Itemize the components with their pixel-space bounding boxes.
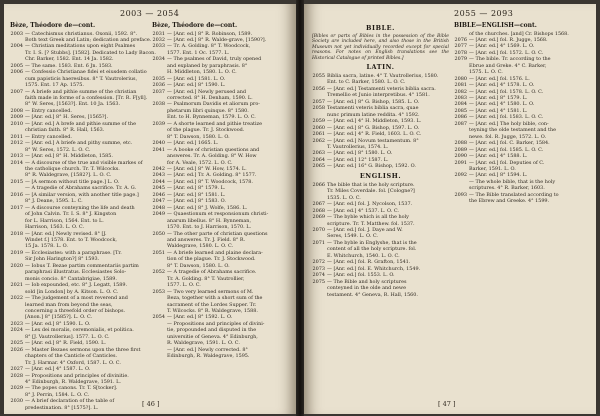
entry-text: and explaned by paraphrasis. 8° [167,62,248,69]
entry-number: 2029 [10,385,23,392]
catalogue-entry [10,405,147,411]
entry-text: — A booke of christian questions and [167,146,260,153]
entry-text: Seres, 1549. L. O. C. [327,233,378,240]
entry-text: — [Anr. ed.] fol. 1583. L. O. C. [469,114,544,121]
entry-number: 2077 [454,43,467,50]
entry-number [454,198,469,204]
entry-number: 2072 [312,259,325,266]
entry-number: 2090 [454,153,467,160]
entry-text: Tr. A. Golding. 8° T. Vautrollier, [167,275,245,282]
entry-text: Sir John Harington?] 8° 1593. [25,256,100,263]
entry-text: — [Anr. ed.] 8° 1590. L. O. [25,320,91,327]
entry-text: 1570. Ent. to J. Harrison, 1570. L. [167,224,251,231]
entry-text: — [Anr. ed.] fol. 1576. L. [469,75,530,82]
entry-text: — [Anr. ed.] 4° 1578. L. O. [469,82,535,89]
entry-text: sold [in London] by A. Kitson. L. O. C. [25,288,119,295]
section-title: BIBLE. [366,24,395,32]
entry-text: Ent. to C. Barker, 1580. L. O. C. [327,79,406,86]
entry-text: — [Anr. ed.] 4° H. Middleton, 1593. L. [327,118,422,125]
entry-text: sacrament of the Lordes Supper. Tr. [167,301,257,308]
entry-number: 2062 [312,137,325,144]
entry-text: scriptures. 4° R. Barker, 1603. [469,185,545,192]
entry-text: — Two very learned sermons of M. [167,288,254,295]
entry-number: 2033 [152,43,165,50]
entry-number: 2034 [152,56,165,63]
entry-number: 2059 [312,118,325,125]
entry-text: Biblia sacra, latine. 4° T. Vautrollerius, 1580. [327,73,439,80]
entry-text: — [Anr. ed.] 8° R. Field, 1590. L. [25,340,106,347]
entry-number: 2019 [10,249,23,256]
entry-text: — [Anr. ed.] Testamenti veteris biblia sacra. [327,85,436,92]
column-heading: Bèze, Théodore de—cont. [10,22,96,29]
left-column-2 [152,22,289,392]
entry-number: 2089 [454,146,467,153]
entry-number: 2087 [454,120,467,127]
entry-text: — Propositions and principles of divinitie. [25,372,129,379]
entry-number: 2007 [10,88,23,95]
entry-text: — Entry cancelled. [25,133,72,140]
catalogue-entry [454,198,591,204]
entry-text: [Anon.] 8° [1585?]. L. O. C. [25,314,93,321]
entry-text: — [Anr. ed.] 8° G. Bishop, 1597. L. O. [327,124,420,131]
entry-text: — [Anr. ed.] fol. J. Nycolson, 1537. [327,201,413,208]
entry-number: 2082 [454,88,467,95]
entry-text: — [Anr. ed.] 16° G. Bishop, 1592. O. [327,163,416,170]
entry-text: T. Vautrollerius, 1574. L. [327,144,389,151]
entry-number: 2011 [10,133,23,140]
entry-text: — The whole bible, that is the holy [469,178,556,185]
entry-text: — The judgement of a most reverend and [25,295,128,302]
entry-number: 2067 [312,201,325,208]
entry-text: — The bible. Tr. according to the [469,56,551,63]
left-running-head: 2003 — 2054 [120,9,180,18]
entry-number: 2027 [10,366,23,373]
entry-text: — The Bible and holy scriptures [327,278,407,285]
entry-text: conteyned in the olde and newe [327,285,406,292]
entry-text: — Entry cancelled. [25,107,72,114]
entry-text: — [Anr. ed.] 8° H. Middleton, 1585. [25,153,113,160]
entry-text: for L. Harrison, 1564. Ent. to L. [25,217,104,224]
entry-text: — Master Bezaes sermons upon the three first [25,346,141,353]
entry-text: — A tragedie of Abrahams sacrifice. Tr. A. G. [25,185,137,192]
entry-number: 2070 [312,227,325,233]
entry-text: — [Anr. ed.] 1581. L. O. [167,75,226,82]
right-folio: [ 47 ] [438,400,456,408]
entry-text: 8° R. Waldegrave, [1582?]. L. O. C. [25,172,112,179]
entry-text: scripture. Tr. T. Matthew. fol. 1537. [327,220,415,227]
entry-number: 2055 [312,73,325,80]
entry-text: — Christian meditations upon eight Psalmes [25,43,136,50]
entry-number: 2093 [454,191,467,198]
entry-text: 8° T. Dawson, 1580. L. O. [167,262,230,269]
entry-text: predestination. 8° [1575?]. L. [25,404,99,411]
entry-text: — A briefe learned and plaine declara- [167,249,263,256]
entry-number: 2012 [10,140,23,147]
entry-text: 1575. Ent. 17 Ap. 1575. [25,82,84,89]
entry-text: — [Anr. ed.] fol. J. Daye and W. [327,227,403,233]
entry-text: — [Anr. ed.] Novum testamentum. 8° [327,137,419,144]
entry-number: 2030 [10,398,23,405]
entry-text: — Catechismus christianus. Oxonii, 1592. 8°. [25,30,138,37]
right-column-1 [312,22,449,392]
entry-number: 2046 [152,191,165,198]
entry-text: — [Anr. ed.] 8° 1579. L. [167,185,226,192]
entry-text: — Confessio Christianae fidei et eiusdem collatio [25,69,147,76]
book-gutter [296,0,304,416]
entry-text: — [Anr. ed.] 8° 1583. O. [167,198,226,205]
entry-text: — The byble which is all the holy [327,214,409,221]
entry-text: cum papisticis haeresibus. 8° T. Vautrolerius, [25,75,138,82]
catalogue-entry [312,163,449,169]
entry-number: 2078 [454,49,467,56]
entry-text: — [Anr. ed.] fol. 1578. L. O. C. [469,88,544,95]
entry-text: — Lex dei moralis, ceremonialis, et politica. [25,327,134,334]
entry-text: — [Anr. ed.] fol. E. Whitchurch, 1549. [327,265,421,272]
entry-text: Edinburgh, R. Waldegrave, 1595. [167,353,250,360]
entry-text: — Tr. A. Golding. 8° T. Woodcock, [167,43,251,50]
entry-number: 2037 [152,88,165,95]
entry-number: 2057 [312,98,325,105]
entry-text: Testamenti veteris biblia sacra, quae [327,105,419,112]
entry-text: the Ebrew and Greeke. 4° 1599. [469,198,550,205]
entry-text: — Ecclesiastes: with a paraphrase. [Tr. [25,249,122,256]
entry-number: 2043 [152,172,165,179]
entry-text: Barker, 1591. L. O. [469,166,516,173]
entry-text: of John Calvin. Tr. I. S. 8° J. Kingston [25,211,117,218]
entry-number: 2004 [10,43,23,50]
entry-number: 2024 [10,327,23,334]
entry-number: 2075 [312,278,325,285]
entry-number: 2085 [454,107,467,114]
entry-text: — The Bible translated according to [469,191,559,198]
entry-number: 2010 [10,120,23,127]
entry-text: — A discourse of the true and visible markes of [25,159,143,166]
entry-text: — [Anr. ed.] The holy bible, con- [469,120,549,127]
entry-number: 2014 [10,159,23,166]
entry-text: Chr. Barker, 1582. Ent. 14 Ja. 1582. [25,56,114,63]
entry-text: T. Wilcocks. 8° R. Waldegrave, 1588. [167,307,258,314]
entry-text: — [Anr. ed.] A brefe and pithie summe of the [25,120,136,127]
entry-number: 2031 [152,30,165,37]
entry-number: 2091 [454,159,467,166]
entry-number: 2079 [454,56,467,63]
entry-text: — [Anr. ed.] 8° 1594. L. [469,172,528,179]
entry-text: The bible that is the holy scripture. [327,181,415,188]
entry-number: 2009 [10,114,23,121]
entry-text: learned man from beyond the seas, [25,301,113,308]
entry-number: 2065 [312,163,325,170]
entry-text: — [Anr. ed.] fol. 1585. L. O. C. [469,146,544,153]
entry-number: 2039 [152,120,165,127]
entry-text: — [Anr. ed.] 4° 1587. L. O. [25,366,91,373]
entry-text: — [Anr. ed.] fol. C. Barker, 1584. [469,140,550,147]
entry-text: 8° [J. Vautrollerius]. 1577. L. O. C. [25,333,110,340]
entry-text: 8° W. Seres, 1572. L. O. C. [25,146,91,153]
entry-number: 2084 [454,101,467,108]
entry-number: 2083 [454,95,467,102]
entry-text: Both text Greek and Latin; dedication and preface. [25,36,152,43]
entry-text: — [Anr. ed.] 4° 1569. L. O. [469,43,535,50]
entry-text: — The psalmes of David, truly opened [167,56,262,63]
entry-number: 2028 [10,372,23,379]
entry-text: 8° W. Seres, [1563?]. Ent. 10 Ja. 1563. [25,101,121,108]
entry-text: — [Anr. ed.] A briefe and pithy summe, etc. [25,140,133,147]
entry-number: 2026 [10,346,23,353]
entry-number: 2036 [152,82,165,89]
entry-text: paraphrasi illustratus. Ecclesiastes Solo- [25,269,127,276]
entry-number: 2020 [10,262,23,269]
entry-text: Tr. Miles Coverdale. fol. [Cologne?] [327,188,415,195]
entry-text: of the plague. Tr. J. Stockwood. [167,127,245,134]
entry-text: — Iob expounded, etc. 8° J. Legatt, 1589. [25,282,128,289]
entry-text: — [Anr. ed.] 8° H. Seres, [1565?]. [25,114,109,121]
right-page [304,4,596,414]
entry-number: 2008 [10,107,23,114]
entry-number: 2021 [10,282,23,289]
entry-text: 4° Edinburgh, R. Waldegrave, 1591. L. [25,378,121,385]
entry-text: monis concio. 8° Cantabrigiae, 1589. [25,275,117,282]
entry-number: 2066 [312,181,325,188]
entry-text: Ebrue and Greke. 4° C. Barker, [469,62,547,69]
catalogue-entry [152,353,289,359]
entry-number: 2005 [10,62,23,69]
entry-text: — [Anr. ed.] Tr. A. Golding. 8° 1577. [167,172,257,179]
entry-number: 2041 [152,146,165,153]
entry-number: 2050 [152,230,165,237]
entry-number: 2071 [312,239,325,246]
entry-text: — Quaestionum et responsionum christi- [167,211,269,218]
entry-text: Tr. I. S. [? Stubbs]. [1582]. Dedicated to Lady Bacon. [25,49,156,56]
entry-text: — [Anr. ed.] 8° J. Wolfe, 1586. L. [167,204,248,211]
entry-text: phetarum libri quinque. 8° 1580. [167,107,249,114]
entry-text: Tr. J. Harmar. 4° Oxford, 1587. L. O. C. [25,359,121,366]
entry-text: — [Anr. ed.] fol. Deputies of C. [469,159,545,166]
entry-text: the catholique church. Tr. T. Wilcocks. [25,166,120,173]
entry-text: — A tragedie of Abrahams sacrifice. [167,269,257,276]
entry-number: 2061 [312,131,325,138]
entry-text: — [Anr. ed.] 8° T. Woodcock, 1578. [167,178,253,185]
entry-text: — [Anr. ed.] Newly revised. 8° [J. [25,230,107,237]
entry-text: chapters of the Canticle of Canticles. [25,353,118,360]
entry-text: Waldegrave, 1580. L. O. C. [167,243,234,250]
entry-text: — [A sermon without title page.] L. O. [25,178,120,185]
entry-number: 2058 [312,105,325,112]
entry-number: 2056 [312,85,325,92]
entry-number: 2049 [152,211,165,218]
entry-number: 2023 [10,320,23,327]
entry-text: christian faith. 8° R. Hall, 1563. [25,127,105,134]
entry-number: 2069 [312,214,325,221]
entry-text: faith made in forme of a confession. [Tr. R. F[yll]. [25,95,148,102]
entry-number: 2051 [152,249,165,256]
entry-text: Ent. to H. Bynneman, 1579. L. O. C. [167,114,256,121]
entry-text: — [Anr. ed.] fol. R. Jugge, 1568. [469,36,548,43]
entry-text: teyning the olde testament and the [469,127,557,134]
entry-number: 2045 [152,185,165,192]
entry-number: 2086 [454,114,467,121]
entry-text: — A brief declaration of the table of [25,398,115,405]
entry-text: — [Anr. ed.] 12° 1587. L. [327,156,389,163]
entry-text: for A. Veale, 1572. L. O. C. [167,159,233,166]
subhead-english: ENGLISH. [359,171,402,180]
entry-text: — A shorte learned and pithie treatize [167,120,263,127]
entry-number: 2073 [312,265,325,272]
entry-text: 15 Ja. 1578. L. O. [25,243,68,250]
entry-number: 2016 [10,191,23,198]
entry-text: — The other parte of christian questions [167,230,268,237]
entry-number: 2042 [152,166,165,173]
entry-text: of the churches. [and] Cr. Bishops 1568. [469,30,569,37]
entry-text: — [Anr. ed.] 4° R. Field, 1603. L. O. C. [327,131,422,138]
entry-number: 2015 [10,178,23,185]
entry-text: — [Anr. ed.] fol. 1572. L. O. C. [469,49,544,56]
entry-text: — The byble in Englyshe, that is the [327,239,417,246]
entry-text: universitie of Geneva. 4° Edinburgh, [167,333,258,340]
entry-number: 2013 [10,153,23,160]
entry-number: 2025 [10,340,23,347]
left-page [4,4,296,414]
entry-text: 1577. Ent. 1 Oc. 1577. L. [167,49,230,56]
entry-text: — Propositions and principles of divini- [167,320,265,327]
entry-number: 2081 [454,82,467,89]
entry-number [312,292,327,298]
entry-text: newe. fol. R. Jugge, 1572. L. O. [469,133,547,140]
left-folio: [ 46 ] [142,400,160,408]
entry-number: 2006 [10,69,23,76]
entry-text: — The popes canons. Tr. T. S[tocker]. [25,385,118,392]
entry-number: 2092 [454,172,467,179]
entry-number: 2017 [10,204,23,211]
entry-number: 2047 [152,198,165,205]
entry-text: — Psalmorum Davidis et aliorum pro- [167,101,260,108]
entry-text: anarum libellus. 8° H. Bynneman, [167,217,252,224]
entry-text: — [Anr. ed.] 8° R. Walde-grave, [1590?]. [167,36,267,43]
entry-text: — [Anr. ed.] 4° 1580. L. O. [469,101,535,108]
entry-text: — [Anr. ed.] 4° 1537. L. O. C. [327,207,399,214]
entry-number: 2035 [152,75,165,82]
entry-number: 2076 [454,36,467,43]
entry-text: 1575. L. O. C. [469,69,503,76]
entry-number: 2038 [152,101,165,108]
entry-text: — [Anr. ed.] 8° 1592. L. O. [167,314,233,321]
entry-number: 2074 [312,272,325,279]
entry-text: and answeres. Tr. J. Field. 8° R. [167,237,246,243]
entry-number: 2022 [10,295,23,302]
entry-number: 2060 [312,124,325,131]
entry-text: — [Anr. ed.] 1665. L. [167,140,219,147]
entry-number [152,353,167,359]
entry-number: 2018 [10,230,23,237]
entry-text: 8° J. Perrin, 1584. L. O. C. [25,391,90,398]
entry-text: answeres. Tr. A. Golding. 8° W. How [167,153,257,160]
entry-text: — Iobus T. Bezae partim commentariis partim [25,262,139,269]
entry-text: content of all the holy scripture. fol. [327,246,417,253]
entry-text: — [Anr. ed.] 8° 1580. L. O. [327,150,393,157]
entry-text: — [Anr. ed.] 8° G. Bishop, 1585. L. O. [327,98,420,105]
entry-text: — [Anr. ed.] 8° 1581. L. [167,191,226,198]
right-column-2 [454,22,591,392]
entry-text: — [Anr. ed.] 8° W. How, 1574. L. [167,166,247,173]
entry-text: 8° J. Deane, 1595. L. C. [25,198,83,205]
entry-text: tion of the plague. Tr. J. Stockwood. [167,256,256,263]
catalogue-entry [312,292,449,298]
entry-number: 2044 [152,178,165,185]
entry-text: H. Middleton, 1580. L. O. C. [167,69,237,76]
entry-text: nunc primum latine reddita. 4° 1592. [327,111,420,118]
entry-text: — [Anr. ed.] fol. R. Grafton, 1541. [327,259,411,266]
entry-text: corrected. 8° H. Denham, 1590. L. [167,95,253,102]
column-heading: BIBLE—ENGLISH—cont. [454,22,537,29]
entry-text: testament. 4° Geneva, R. Hall, 1560. [327,291,418,298]
entry-text: tie, propounded and disputed in the [167,327,257,334]
entry-text: 8° T. Dawson, 1580. L. O. [167,133,230,140]
entry-text: — [Anr. ed.] 4° 1581. L. [469,107,528,114]
entry-text: — [Anr. ed.] 8° 1590. L. [167,82,226,89]
entry-number: 2080 [454,75,467,82]
entry-text: — [Anr. ed.] 8° R. Robinson, 1589. [167,30,253,37]
entry-text: Windet f.] 1578. Ent. to T. Woodcock, [25,237,117,243]
entry-number: 2040 [152,140,165,147]
entry-text: — A discourse conteyning the life and death [25,204,135,211]
entry-number: 2053 [152,288,165,295]
column-heading: Bèze, Théodore de—cont. [152,22,238,29]
entry-text: — The same. 1583. Ent. 6 Jn. 1583. [25,62,113,69]
entry-text: — [Anr. ed.] 8° 1579. L. [469,95,528,102]
entry-text: — [Anr. ed.] fol. 1553. L. O. [327,272,395,279]
entry-text: — [A similar version, with another title page.] [25,191,139,198]
entry-text: Harrison, 1563. L. O. C. [25,224,84,231]
right-running-head: 2055 — 2093 [454,9,514,18]
entry-text: concerning a threefold order of bishops. [25,307,126,314]
entry-text: Tremellio et Junio interpretibus. 4° 1581. [327,92,430,99]
entry-text: Beza, together with a short sum of the [167,295,263,302]
entry-number: 2048 [152,204,165,211]
entry-number: 2088 [454,140,467,147]
entry-number: 2063 [312,150,325,157]
entry-text: E. Whitchurch, 1540. L. O. C. [327,252,400,259]
entry-text: — A briefe and pithie summe of the christian [25,88,137,95]
entry-number [10,405,25,411]
entry-text: 1577. L. O. C. [167,282,201,289]
entry-number: 2054 [152,314,165,321]
entry-text: — [Anr. ed.] Newly perused and [167,88,247,95]
entry-text: — [Anr. ed.] 4° 1588. L. [469,153,528,160]
entry-text: R. Waldegrave, 1591. L. O. C. [167,340,240,347]
section-intro: [Bibles or parts of Bibles in the possession of the Bible Society are included here, and also those in the British Museum not yet individually recorded except for special reasons. For notes on English translations see the Historical Catalogue of printed Bibles.] [312,34,449,61]
subhead-latin: LATIN. [366,63,395,72]
entry-number: 2052 [152,269,165,276]
entry-number: 2032 [152,36,165,43]
entry-text: — [Anr. ed.] Newly corrected. 8° [167,346,248,353]
entry-number: 2064 [312,156,325,163]
entry-number: 2003 [10,30,23,37]
entry-text: 1535. L. O. C. [327,194,361,201]
entry-number: 2068 [312,207,325,214]
